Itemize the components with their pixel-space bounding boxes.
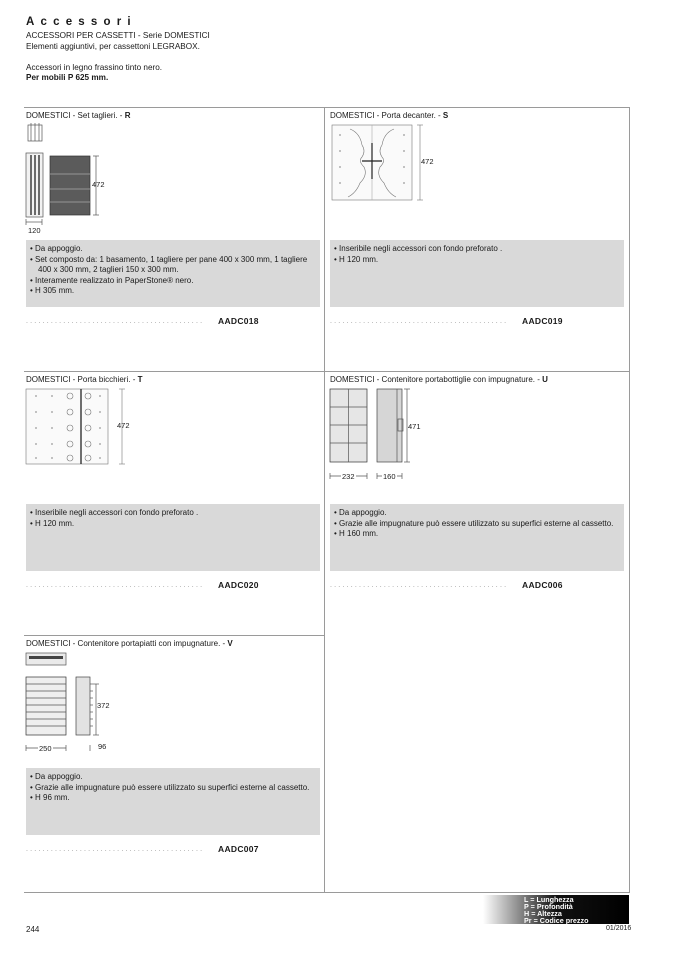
product-title: DOMESTICI - Contenitore portapiatti con impugnature. - V <box>26 639 233 648</box>
product-card-s <box>330 111 624 369</box>
product-card-t <box>26 375 320 633</box>
section-subtitle: ACCESSORI PER CASSETTI - Serie DOMESTICI <box>26 31 210 40</box>
bullet-item: • H 120 mm. <box>334 254 379 264</box>
grid-row2 <box>24 635 325 636</box>
bullet-item: • Da appoggio. <box>30 244 83 253</box>
grid-row1 <box>24 371 630 372</box>
furniture-note: Per mobili P 625 mm. <box>26 73 109 82</box>
product-card-v <box>26 639 320 889</box>
leader-dots: ........................................... <box>330 318 509 325</box>
bullet-item: • Interamente realizzato in PaperStone® nero. <box>30 275 194 285</box>
bullet-item: • Inseribile negli accessori con fondo preforato . <box>334 244 503 253</box>
dimension-label: 472 <box>92 180 105 189</box>
grid-divider <box>324 107 325 893</box>
bullet-item: • Set composto da: 1 basamento, 1 tagliere per pane 400 x 300 mm, 1 tagliere 400 x 300 mm, 2 taglieri 150 x 300 mm. <box>30 254 308 275</box>
dimension-label: 372 <box>97 701 110 710</box>
dimension-label: 232 <box>342 472 355 481</box>
product-code: AADC006 <box>522 580 563 590</box>
dimension-label: 120 <box>28 226 41 235</box>
bullet-item: • Da appoggio. <box>334 508 387 517</box>
bullet-item: • Da appoggio. <box>30 772 83 781</box>
product-drawing-s <box>330 123 440 213</box>
product-title: DOMESTICI - Set taglieri. - R <box>26 111 131 120</box>
bullet-item: • Grazie alle impugnature può essere utilizzato su superfici esterne al cassetto. <box>334 518 614 528</box>
product-title: DOMESTICI - Porta decanter. - S <box>330 111 449 120</box>
edition-date: 01/2016 <box>606 925 632 932</box>
legend-item: P = Profondità <box>524 902 573 911</box>
legend-box <box>483 895 629 924</box>
section-description: Elementi aggiuntivi, per cassettoni LEGRABOX. <box>26 42 200 51</box>
page-number: 244 <box>26 925 40 934</box>
product-drawing-t <box>26 387 136 477</box>
product-code: AADC018 <box>218 316 259 326</box>
bullet-item: • H 96 mm. <box>30 793 70 803</box>
product-info <box>330 504 624 571</box>
dimension-label: 472 <box>117 421 130 430</box>
product-card-r <box>26 111 320 369</box>
bullet-item: • Grazie alle impugnature può essere utilizzato su superfici esterne al cassetto. <box>30 782 310 792</box>
material-note: Accessori in legno frassino tinto nero. <box>26 63 163 72</box>
dimension-label: 250 <box>39 744 52 753</box>
leader-dots: ........................................... <box>26 582 205 589</box>
page-title: Accessori <box>26 16 137 28</box>
dimension-label: 96 <box>98 742 107 751</box>
product-info <box>26 504 320 571</box>
bullet-item: • Inseribile negli accessori con fondo preforato . <box>30 508 199 517</box>
product-code: AADC020 <box>218 580 259 590</box>
product-drawing-r <box>26 123 136 238</box>
product-info <box>330 240 624 307</box>
product-code: AADC019 <box>522 316 563 326</box>
legend-item: L = Lunghezza <box>524 895 574 904</box>
dimension-label: 472 <box>421 157 434 166</box>
leader-dots: ........................................... <box>26 318 205 325</box>
bullet-item: • H 160 mm. <box>334 529 379 539</box>
bullet-item: • H 305 mm. <box>30 286 75 296</box>
leader-dots: ........................................... <box>330 582 509 589</box>
product-card-u <box>330 375 624 633</box>
bullet-item: • H 120 mm. <box>30 518 75 528</box>
dimension-label: 160 <box>383 472 396 481</box>
dimension-label: 471 <box>408 422 421 431</box>
legend-item: H = Altezza <box>524 909 562 918</box>
grid-bottom <box>24 892 630 893</box>
leader-dots: ........................................... <box>26 846 205 853</box>
grid-right <box>629 107 630 893</box>
product-info <box>26 768 320 835</box>
product-info <box>26 240 320 307</box>
product-code: AADC007 <box>218 844 259 854</box>
product-title: DOMESTICI - Contenitore portabottiglie con impugnature. - U <box>330 375 548 384</box>
product-title: DOMESTICI - Porta bicchieri. - T <box>26 375 143 384</box>
grid-top <box>24 107 630 108</box>
legend-item: Pr = Codice prezzo <box>524 916 589 925</box>
